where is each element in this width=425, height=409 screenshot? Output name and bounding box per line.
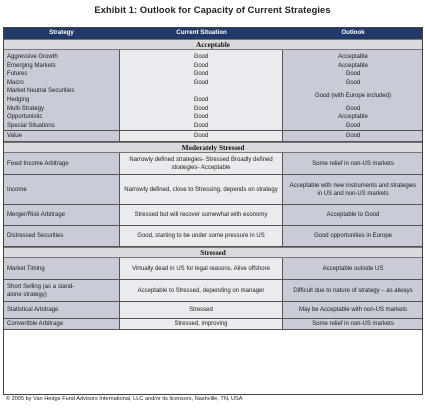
current-value: Good — [193, 122, 209, 129]
outlook-value: Some relief in non-US markets — [283, 153, 423, 174]
section-label: Acceptable — [196, 40, 230, 49]
outlook-value: Difficult due to nature of strategy – as always — [283, 280, 423, 301]
acceptable-outlook-column — [283, 50, 423, 130]
table-header-row — [3, 27, 423, 39]
outlook-value: Acceptable — [338, 114, 368, 121]
outlook-value: Good — [345, 122, 361, 129]
table-row — [3, 302, 423, 319]
current-value: Stressed — [120, 302, 283, 318]
strategy-label: Aggressive Growth — [7, 54, 58, 60]
table-row — [3, 280, 423, 302]
strategy-label: Special Situations — [7, 122, 55, 129]
current-value: Good — [193, 79, 209, 86]
section-acceptable — [3, 39, 423, 50]
strategy-label: Multi-Strategy — [7, 105, 45, 112]
strategy-label: Hedging — [7, 96, 30, 103]
copyright-footer: © 2005 by Van Hedge Fund Advisors International, LLC and/or its licensors, Nashville, TN, USA — [6, 396, 243, 402]
section-moderately-stressed — [3, 142, 423, 153]
current-value: Good — [193, 96, 209, 103]
outlook-value: Good — [345, 79, 361, 86]
current-value: Stressed but will recover somewhat with economy — [120, 205, 283, 225]
table-row — [3, 175, 423, 205]
strategy-label: Value — [3, 131, 120, 141]
table-row — [3, 226, 423, 247]
outlook-value: Good — [345, 105, 361, 112]
section-stressed — [3, 247, 423, 258]
outlook-value: May be Acceptable with non-US markets — [283, 302, 423, 318]
table-row — [3, 205, 423, 226]
header-outlook: Outlook — [283, 27, 423, 39]
strategy-label: Statistical Arbitrage — [3, 302, 120, 318]
outlook-value: Good — [345, 71, 361, 78]
strategy-label: Fixed Income Arbitrage — [3, 153, 120, 174]
strategy-label: Macro — [7, 79, 24, 86]
outlook-value: Good (with Europe included) — [314, 92, 392, 99]
header-strategy: Strategy — [3, 27, 120, 39]
strategy-label: Opportunistic — [7, 114, 43, 121]
header-current-situation: Current Situation — [120, 27, 283, 39]
current-value: Good — [193, 105, 209, 112]
table-row — [3, 258, 423, 280]
strategy-label: Short Selling (as a stand-alone strategy) — [3, 280, 120, 301]
outlook-value: Acceptable — [338, 54, 368, 60]
outlook-value: Some relief in non-US markets — [283, 319, 423, 329]
exhibit-title: Exhibit 1: Outlook for Capacity of Current Strategies — [94, 5, 331, 15]
strategy-label: Income — [3, 175, 120, 204]
current-value: Good — [193, 62, 209, 69]
current-value: Virtually dead in US for legal reasons. Alive offshore — [120, 258, 283, 279]
outlook-value: Good — [283, 131, 423, 141]
current-value: Good — [193, 114, 209, 121]
strategy-label: Futures — [7, 71, 28, 78]
current-value: Stressed, improving — [120, 319, 283, 329]
current-value — [120, 87, 282, 96]
current-value: Good — [193, 54, 209, 60]
current-value: Good — [193, 71, 209, 78]
strategy-label: Market Neutral Securities — [7, 88, 75, 95]
acceptable-group — [3, 50, 423, 131]
current-value: Narrowly defined strategies- Stressed Broadly defined strategies- Acceptable — [120, 153, 283, 174]
acceptable-current-column — [120, 50, 283, 130]
outlook-value: Acceptable outside US — [283, 258, 423, 279]
capacity-table — [3, 27, 423, 330]
current-value: Good, starting to be under some pressure in US — [120, 226, 283, 246]
strategy-label: Emerging Markets — [7, 62, 56, 69]
current-value: Narrowly defined, close to Stressing, depends on strategy — [120, 175, 283, 204]
table-row-value — [3, 131, 423, 142]
table-row — [3, 319, 423, 330]
section-label: Moderately Stressed — [181, 143, 245, 152]
strategy-label: Merger/Risk Arbitrage — [3, 205, 120, 225]
acceptable-strategies-column — [3, 50, 120, 130]
outlook-value: Good opportunities in Europe — [283, 226, 423, 246]
strategy-label: Convertible Arbitrage — [3, 319, 120, 329]
outlook-value: Acceptable to Good — [283, 205, 423, 225]
strategy-label: Market Timing — [3, 258, 120, 279]
current-value: Good — [120, 131, 283, 141]
current-value: Acceptable to Stressed, depending on manager — [120, 280, 283, 301]
outlook-value: Acceptable with new instruments and strategies in US and non-US markets — [283, 175, 423, 204]
outlook-value: Acceptable — [338, 62, 368, 69]
section-label: Stressed — [200, 248, 226, 257]
table-row — [3, 153, 423, 175]
strategy-label: Distressed Securities — [3, 226, 120, 246]
